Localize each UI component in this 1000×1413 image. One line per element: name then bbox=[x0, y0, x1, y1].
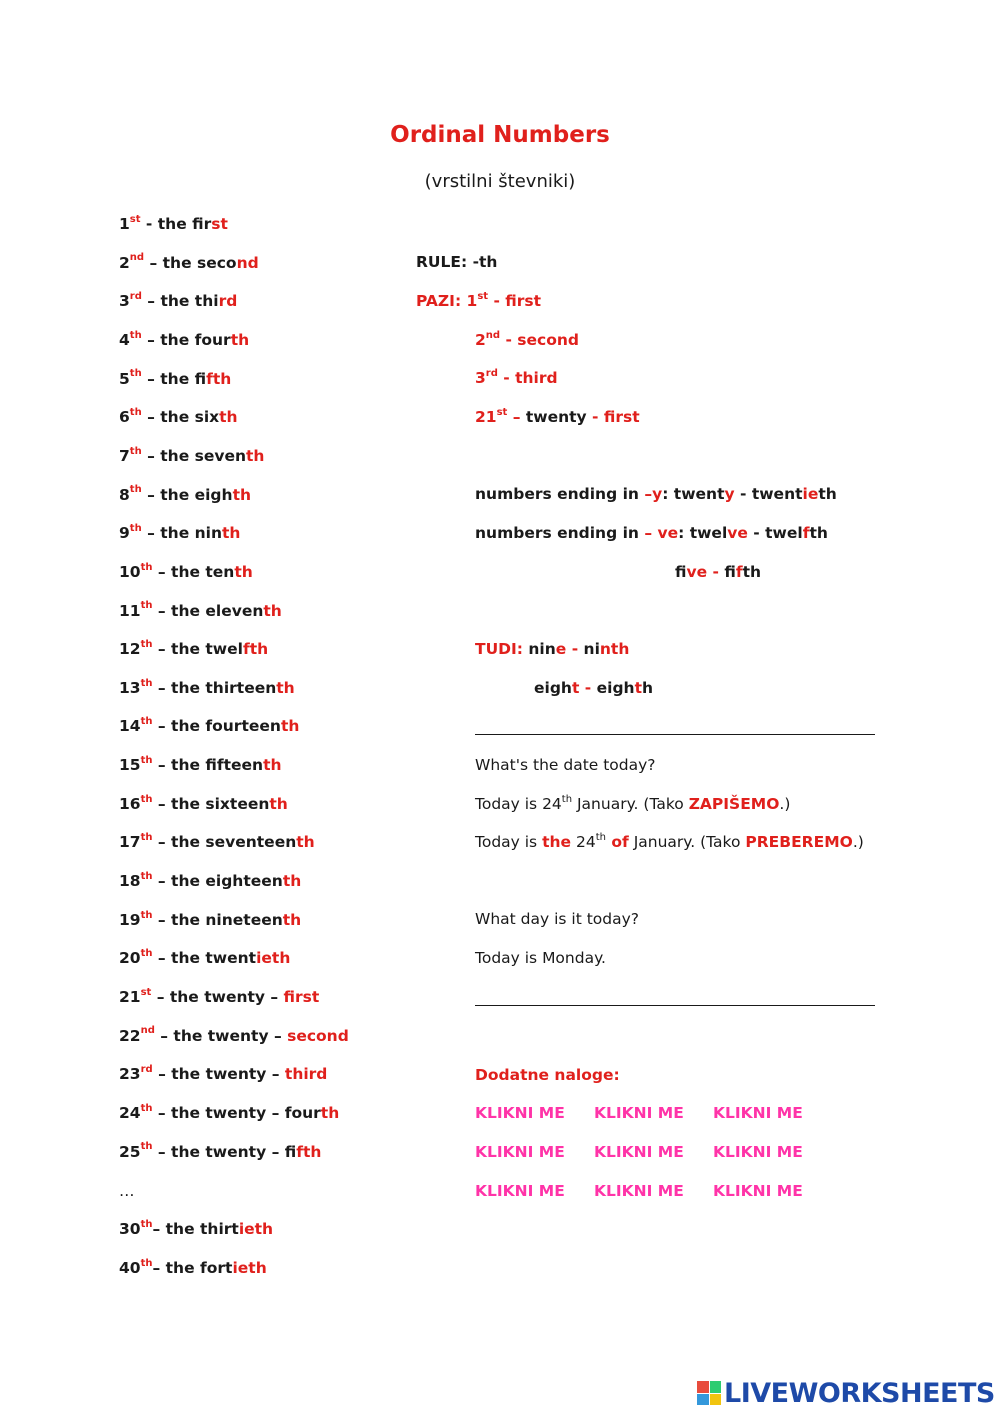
date-question: What's the date today? bbox=[475, 756, 656, 774]
ordinal-ending: th bbox=[280, 717, 300, 736]
pazi-1-suffix: st bbox=[477, 290, 489, 302]
pazi-line-3 bbox=[475, 368, 558, 388]
date-a1-post: January. (Tako bbox=[572, 795, 689, 813]
ordinal-number: 13 bbox=[119, 678, 141, 697]
ordinal-separator: – bbox=[152, 910, 172, 929]
ordinal-number: 21 bbox=[119, 988, 141, 1006]
ending-ve-word2-mid: f bbox=[802, 524, 810, 542]
five-line bbox=[675, 562, 761, 582]
fifth-word-c: th bbox=[742, 563, 762, 581]
ordinal-ending: th bbox=[282, 872, 302, 891]
ordinal-separator: – bbox=[152, 833, 172, 852]
klikni-me-link[interactable]: KLIKNI ME bbox=[713, 1104, 803, 1122]
date-a2-highlight: PREBEREMO bbox=[745, 833, 853, 851]
pazi-2-num: 2 bbox=[475, 331, 486, 349]
logo-text: LIVEWORKSHEETS bbox=[724, 1377, 995, 1409]
ordinal-ending: rd bbox=[218, 292, 238, 311]
ordinal-suffix: th bbox=[140, 754, 153, 766]
ordinal-word: the twenty – four bbox=[171, 1103, 321, 1122]
ordinal-row bbox=[119, 1026, 349, 1046]
logo-square-3 bbox=[697, 1394, 709, 1406]
ordinal-word: the twenty – fi bbox=[171, 1142, 297, 1161]
extra-tasks-label: Dodatne naloge: bbox=[475, 1066, 620, 1084]
pazi-4-dash: – bbox=[507, 408, 526, 426]
ordinal-row bbox=[119, 871, 301, 891]
ordinal-word: the ten bbox=[171, 562, 235, 581]
ordinal-word: the twenty – bbox=[171, 1065, 285, 1084]
ordinal-row bbox=[119, 562, 253, 582]
ordinal-suffix: th bbox=[129, 484, 142, 496]
ordinal-word: the twel bbox=[171, 640, 243, 659]
ordinal-ending: first bbox=[283, 988, 320, 1006]
ordinal-number: 11 bbox=[119, 601, 141, 620]
ordinal-number: 3 bbox=[119, 292, 130, 311]
date-a2-pre: Today is bbox=[475, 833, 543, 851]
ordinal-ending: second bbox=[287, 1026, 349, 1045]
ordinal-suffix: st bbox=[129, 213, 141, 225]
ordinal-separator: – bbox=[152, 1220, 166, 1238]
ordinal-word: the thirteen bbox=[171, 678, 277, 697]
ending-ve-word2: twel bbox=[765, 524, 803, 542]
ordinal-number: 2 bbox=[119, 253, 130, 272]
ordinal-ending: th bbox=[276, 678, 295, 697]
ordinal-suffix: nd bbox=[140, 1025, 155, 1037]
five-dash: - bbox=[707, 563, 725, 581]
ordinal-separator: – bbox=[152, 1103, 172, 1122]
ordinal-separator: – bbox=[141, 292, 161, 311]
ending-ve-word2-end: th bbox=[809, 524, 828, 542]
ordinal-suffix: st bbox=[140, 986, 152, 998]
ordinal-row bbox=[119, 330, 249, 350]
ordinal-word: the twenty – bbox=[173, 1026, 288, 1045]
pazi-line-1 bbox=[416, 291, 541, 311]
ending-ve-mark: – ve bbox=[644, 524, 679, 542]
ordinal-separator: – bbox=[141, 408, 161, 427]
ordinal-row bbox=[119, 832, 315, 852]
ordinal-ending: st bbox=[211, 215, 228, 233]
ending-y-dash: - bbox=[734, 485, 752, 503]
ordinal-number: 14 bbox=[119, 717, 141, 736]
rule-text: -th bbox=[472, 253, 498, 271]
ending-ve-dash: - bbox=[747, 524, 766, 542]
ordinal-suffix: th bbox=[129, 368, 142, 380]
rule-line bbox=[416, 252, 497, 272]
ending-ve-intro: numbers ending in bbox=[475, 524, 645, 542]
ordinal-number: 20 bbox=[119, 949, 141, 968]
ordinal-number: 7 bbox=[119, 446, 130, 465]
ordinal-word: the six bbox=[160, 408, 220, 427]
ordinal-number: 22 bbox=[119, 1026, 141, 1045]
ordinal-separator: – bbox=[144, 253, 163, 272]
klikni-me-link[interactable]: KLIKNI ME bbox=[594, 1104, 684, 1122]
pazi-2-suffix: nd bbox=[485, 329, 501, 341]
ordinal-suffix: th bbox=[140, 600, 153, 612]
ordinal-number: 15 bbox=[119, 756, 141, 775]
ordinal-row bbox=[119, 1219, 273, 1239]
ordinal-number: 24 bbox=[119, 1103, 141, 1122]
tudi-eighth-a: eigh bbox=[596, 679, 635, 697]
ordinal-word: the fifteen bbox=[171, 756, 264, 775]
pazi-3-num: 3 bbox=[475, 369, 486, 387]
pazi-4-mid: twenty bbox=[525, 408, 587, 426]
ordinal-row bbox=[119, 369, 231, 389]
date-a1-end: .) bbox=[779, 795, 791, 813]
tudi-ninth-a: ni bbox=[583, 640, 600, 658]
tudi-dash-1: - bbox=[566, 640, 584, 658]
ordinal-ending: th bbox=[232, 485, 252, 504]
ending-y-word2-end: th bbox=[818, 485, 837, 503]
ordinal-separator: – bbox=[152, 794, 172, 813]
ordinal-word: the sixteen bbox=[171, 794, 270, 813]
ordinal-suffix: th bbox=[140, 1102, 153, 1114]
ending-ve-word1: twel bbox=[689, 524, 728, 542]
ordinal-ending: th bbox=[269, 794, 288, 813]
ordinal-suffix: th bbox=[140, 870, 153, 882]
ordinal-ending: ieth bbox=[232, 1259, 267, 1277]
ordinal-number: 10 bbox=[119, 562, 141, 581]
ordinal-separator: – bbox=[152, 640, 172, 659]
ordinal-number: 1 bbox=[119, 215, 130, 233]
logo-square-4 bbox=[710, 1394, 722, 1406]
ordinal-suffix: th bbox=[129, 523, 142, 535]
ordinal-suffix: th bbox=[129, 407, 142, 419]
ending-ve-colon: : bbox=[678, 524, 690, 542]
page-subtitle: (vrstilni števniki) bbox=[424, 171, 576, 192]
five-word-a: fi bbox=[675, 563, 687, 581]
ordinal-row bbox=[119, 523, 240, 543]
ordinal-row bbox=[119, 291, 237, 311]
pazi-2-rest: - second bbox=[500, 331, 580, 349]
ending-y-intro: numbers ending in bbox=[475, 485, 645, 503]
ordinal-separator: – bbox=[152, 872, 172, 891]
ordinal-separator: – bbox=[152, 756, 172, 775]
ordinal-word: the fourteen bbox=[171, 717, 281, 736]
day-answer: Today is Monday. bbox=[475, 949, 606, 967]
ordinal-number: 25 bbox=[119, 1142, 141, 1161]
ordinal-word: the eigh bbox=[160, 485, 233, 504]
ordinal-separator: – bbox=[141, 524, 161, 543]
ordinal-suffix: th bbox=[140, 677, 153, 689]
date-a2-post: January. (Tako bbox=[628, 833, 746, 851]
date-a1-suffix: th bbox=[561, 793, 573, 805]
ordinal-ending: fth bbox=[242, 640, 269, 659]
ordinal-suffix: nd bbox=[129, 252, 145, 264]
date-answer-spoken bbox=[475, 832, 864, 852]
logo-mark-icon bbox=[697, 1381, 721, 1405]
rule-label: RULE: bbox=[416, 253, 468, 271]
date-a2-suffix: th bbox=[595, 831, 606, 843]
ending-ve-word1-end: ve bbox=[727, 524, 748, 542]
pazi-4-suffix: st bbox=[496, 406, 508, 418]
ordinal-word: the fort bbox=[165, 1259, 233, 1277]
ordinal-separator: – bbox=[141, 446, 161, 465]
ending-y-colon: : bbox=[662, 485, 674, 503]
ordinal-ending: th bbox=[222, 524, 241, 543]
ordinal-word: the eighteen bbox=[171, 872, 283, 891]
ordinal-separator: – bbox=[154, 1026, 174, 1045]
tudi-label: TUDI: bbox=[475, 640, 523, 658]
ordinal-suffix: th bbox=[140, 638, 153, 650]
ordinal-ending: third bbox=[284, 1065, 328, 1084]
ordinal-row bbox=[119, 407, 238, 427]
ordinal-word: the fi bbox=[160, 369, 207, 388]
five-word-b: ve bbox=[686, 563, 708, 581]
ordinal-separator: – bbox=[152, 1142, 172, 1161]
ordinal-ending: ieth bbox=[256, 949, 291, 968]
ordinal-ending: nd bbox=[236, 253, 259, 272]
pazi-3-rest: - third bbox=[497, 369, 558, 387]
pazi-1-num: 1 bbox=[466, 292, 478, 310]
ordinal-suffix: rd bbox=[140, 1064, 153, 1076]
ordinal-word: the seven bbox=[160, 446, 246, 465]
ordinal-row bbox=[119, 794, 288, 814]
ordinal-ending: th bbox=[246, 446, 265, 465]
ending-y-word1-end: y bbox=[724, 485, 735, 503]
klikni-me-link[interactable]: KLIKNI ME bbox=[713, 1182, 803, 1200]
ordinal-suffix: th bbox=[140, 793, 153, 805]
ending-y-word1: twent bbox=[673, 485, 725, 503]
ordinal-suffix: th bbox=[140, 716, 153, 728]
klikni-me-link[interactable]: KLIKNI ME bbox=[475, 1182, 565, 1200]
pazi-label: PAZI: bbox=[416, 292, 462, 310]
tudi-line-2 bbox=[534, 678, 653, 698]
ordinal-ending: th bbox=[282, 910, 302, 929]
pazi-line-4 bbox=[475, 407, 640, 427]
ordinal-separator: – bbox=[152, 1065, 172, 1084]
ordinal-number: 19 bbox=[119, 910, 141, 929]
tudi-ninth-b: nth bbox=[599, 640, 630, 658]
ordinal-row bbox=[119, 987, 319, 1007]
tudi-nine-a: nin bbox=[523, 640, 556, 658]
ordinal-separator: – bbox=[152, 1259, 166, 1277]
date-a2-num: 24 bbox=[571, 833, 596, 851]
ordinal-number: 30 bbox=[119, 1220, 141, 1238]
tudi-eighth-b: t bbox=[634, 679, 643, 697]
ending-y-mark: –y bbox=[644, 485, 663, 503]
ordinal-separator: – bbox=[141, 369, 161, 388]
ordinal-row bbox=[119, 485, 251, 505]
klikni-me-link[interactable]: KLIKNI ME bbox=[713, 1143, 803, 1161]
ordinal-number: 18 bbox=[119, 872, 141, 891]
klikni-me-link[interactable]: KLIKNI ME bbox=[594, 1143, 684, 1161]
ordinal-row bbox=[119, 948, 290, 968]
ordinal-number: 9 bbox=[119, 524, 130, 543]
ordinal-suffix: th bbox=[140, 1141, 153, 1153]
pazi-3-suffix: rd bbox=[485, 367, 498, 379]
ordinal-ending: th bbox=[263, 756, 282, 775]
logo-square-2 bbox=[710, 1381, 722, 1393]
ordinal-separator: – bbox=[152, 717, 172, 736]
ordinal-row bbox=[119, 716, 299, 736]
day-question: What day is it today? bbox=[475, 910, 640, 928]
ordinal-separator: - bbox=[140, 215, 158, 233]
ordinal-ending: th bbox=[320, 1103, 340, 1122]
ending-y-line bbox=[475, 484, 837, 504]
ending-ve-line bbox=[475, 523, 828, 543]
fifth-word-a: fi bbox=[724, 563, 736, 581]
liveworksheets-logo bbox=[697, 1378, 995, 1408]
ordinal-number: 23 bbox=[119, 1065, 141, 1084]
ordinal-row bbox=[119, 1064, 327, 1084]
ordinal-suffix: th bbox=[129, 445, 142, 457]
ordinal-word: the thirt bbox=[165, 1220, 239, 1238]
ordinal-ending: ieth bbox=[238, 1220, 274, 1238]
pazi-4-rest: - first bbox=[586, 408, 640, 426]
ordinal-row bbox=[119, 910, 301, 930]
ordinal-row bbox=[119, 678, 295, 698]
tudi-dash-2: - bbox=[579, 679, 597, 697]
ordinal-ending: fth bbox=[296, 1142, 322, 1161]
pazi-1-rest: - first bbox=[488, 292, 542, 310]
ordinal-word: the thi bbox=[160, 292, 219, 311]
ordinal-number: 4 bbox=[119, 330, 130, 349]
tudi-line-1 bbox=[475, 639, 629, 659]
date-a1-highlight: ZAPIŠEMO bbox=[688, 795, 780, 813]
date-a1-pre: Today is 24 bbox=[475, 795, 562, 813]
tudi-eighth-c: h bbox=[642, 679, 654, 697]
ordinal-row bbox=[119, 755, 282, 775]
date-a2-the: the bbox=[542, 833, 572, 851]
tudi-nine-b: e bbox=[555, 640, 567, 658]
ordinal-suffix: th bbox=[140, 948, 153, 960]
ordinal-suffix: th bbox=[140, 832, 153, 844]
ordinal-separator: – bbox=[141, 485, 161, 504]
ordinal-row bbox=[119, 446, 264, 466]
ordinal-row bbox=[119, 214, 228, 234]
ordinal-row bbox=[119, 1103, 339, 1123]
ordinal-number: 6 bbox=[119, 408, 130, 427]
ordinal-row bbox=[119, 1258, 267, 1278]
klikni-me-link[interactable]: KLIKNI ME bbox=[475, 1104, 565, 1122]
ordinal-separator: – bbox=[152, 601, 172, 620]
page-title: Ordinal Numbers bbox=[390, 122, 610, 148]
ordinal-separator: – bbox=[152, 562, 172, 581]
ordinal-word: the eleven bbox=[171, 601, 264, 620]
ordinal-number: 40 bbox=[119, 1259, 141, 1277]
date-a2-end: .) bbox=[852, 833, 864, 851]
ordinal-suffix: th bbox=[140, 909, 153, 921]
ordinal-ending: th bbox=[234, 562, 253, 581]
ordinal-suffix: th bbox=[129, 329, 142, 341]
tudi-eight-a: eigh bbox=[534, 679, 572, 697]
ordinal-separator: – bbox=[152, 949, 172, 968]
ordinal-word: the seventeen bbox=[171, 833, 297, 852]
pazi-line-2 bbox=[475, 330, 579, 350]
ordinal-word: the seco bbox=[162, 253, 237, 272]
ordinal-suffix: rd bbox=[129, 291, 142, 303]
ordinal-number: 16 bbox=[119, 794, 141, 813]
fifth-word-b: f bbox=[735, 563, 743, 581]
klikni-me-link[interactable]: KLIKNI ME bbox=[475, 1143, 565, 1161]
ordinal-word: the fir bbox=[157, 215, 212, 233]
ordinal-row bbox=[119, 639, 268, 659]
ordinal-ending: fth bbox=[206, 369, 232, 388]
ordinal-number: 17 bbox=[119, 833, 141, 852]
ordinal-number: 8 bbox=[119, 485, 130, 504]
ordinal-ending: th bbox=[219, 408, 238, 427]
ordinal-ending: th bbox=[263, 601, 282, 620]
divider-line-1 bbox=[475, 734, 875, 735]
ordinal-row bbox=[119, 1142, 321, 1162]
ordinal-word: the twent bbox=[171, 949, 257, 968]
ordinal-word: the nineteen bbox=[171, 910, 283, 929]
logo-square-1 bbox=[697, 1381, 709, 1393]
ordinal-number: 5 bbox=[119, 369, 130, 388]
ordinal-ending: th bbox=[230, 330, 250, 349]
ordinal-ending: th bbox=[296, 833, 315, 852]
ordinal-row bbox=[119, 253, 259, 273]
date-a2-of: of bbox=[605, 833, 629, 851]
ending-y-word2-mid: ie bbox=[802, 485, 819, 503]
ordinal-suffix: th bbox=[140, 1218, 153, 1230]
ordinal-suffix: th bbox=[140, 1257, 153, 1269]
tudi-eight-b: t bbox=[571, 679, 580, 697]
ordinal-number: 12 bbox=[119, 640, 141, 659]
ordinal-word: the nin bbox=[160, 524, 222, 543]
ordinal-separator: – bbox=[151, 988, 170, 1006]
ending-y-word2: twent bbox=[751, 485, 803, 503]
ordinal-separator: – bbox=[152, 678, 172, 697]
ordinal-word: the four bbox=[160, 330, 231, 349]
ordinal-separator: – bbox=[141, 330, 161, 349]
ordinal-suffix: th bbox=[140, 561, 153, 573]
ordinal-row bbox=[119, 601, 282, 621]
divider-line-2 bbox=[475, 1005, 875, 1006]
date-answer-written bbox=[475, 794, 790, 814]
pazi-4-num: 21 bbox=[475, 408, 497, 426]
ordinal-word: the twenty – bbox=[169, 988, 284, 1006]
klikni-me-link[interactable]: KLIKNI ME bbox=[594, 1182, 684, 1200]
ellipsis: … bbox=[119, 1182, 135, 1200]
